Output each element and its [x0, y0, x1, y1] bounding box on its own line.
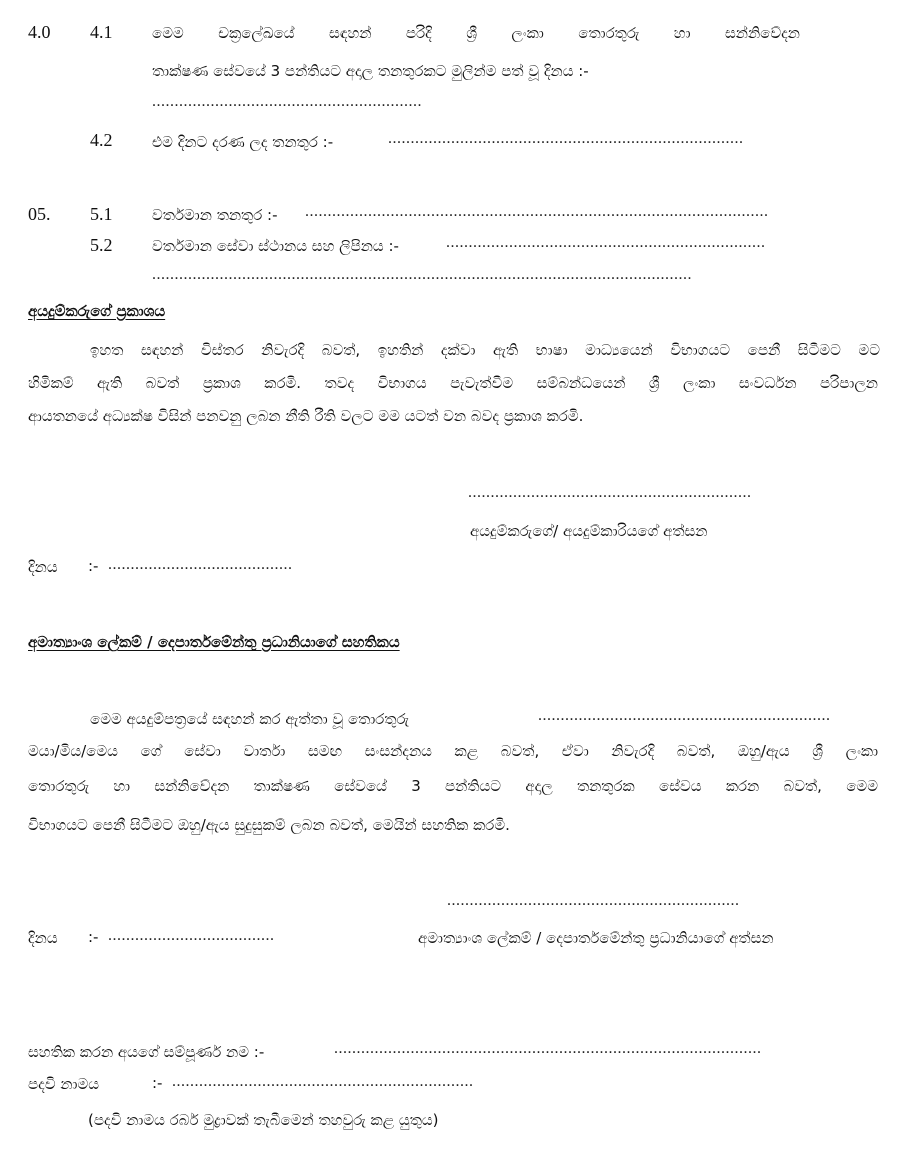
applicant-signature-dots[interactable]: ............................................................... — [468, 484, 752, 501]
declaration-heading: අයදුම්කරුගේ ප්‍රකාශය — [28, 302, 166, 320]
certificate-date-separator: :- — [88, 928, 99, 946]
item-4-2-label: එම දිනට දරණ ලද තනතුර :- — [152, 133, 334, 151]
declaration-line3: ආයතනයේ අධ්‍යක්ෂ විසින් පනවනු ලබන නීති රීති වලට මම යටත් වන බවද ප්‍රකාශ කරමි. — [28, 407, 584, 425]
secretary-signature-dots[interactable]: ................................................................. — [447, 892, 740, 909]
item-4-1-line1: මෙම චක්‍රලේඛයේ සඳහන් පරිදි ශ්‍රී ලංකා තොරතුරු හා සන්නිවේදන — [152, 24, 800, 42]
item-5-1-label: වර්තමාන තනතුර :- — [152, 206, 278, 224]
declaration-line1: ඉහත සඳහන් විස්තර නිවැරදි බවත්, ඉහතින් දක්වා ඇති භාෂා මාධ්‍යයෙන් විභාගයට පෙනී සිටීමට මට — [90, 341, 880, 359]
certifier-title-note: (පදවි නාමය රබර් මුද්‍රාවක් තැබීමෙන් තහවුරු කළ යුතුය) — [88, 1111, 439, 1129]
section-5-number: 05. — [28, 204, 51, 224]
item-5-1-number: 5.1 — [90, 204, 113, 224]
section-4-number: 4.0 — [28, 22, 51, 42]
certifier-title-separator: :- — [152, 1074, 163, 1092]
item-5-1-dots[interactable]: ....................................................................................................... — [305, 203, 769, 220]
item-5-2-label: වර්තමාන සේවා ස්ථානය සහ ලිපිනය :- — [152, 237, 399, 255]
item-4-1-dots[interactable]: ............................................................ — [152, 93, 422, 110]
applicant-date-dots[interactable]: ......................................... — [108, 556, 293, 573]
applicant-signature-label: අයදුම්කරුගේ/ අයදුම්කාරියගේ අත්සන — [470, 522, 708, 540]
item-4-2-dots[interactable]: ............................................................................... — [388, 130, 744, 147]
certificate-line4: විභාගයට පෙනී සිටීමට ඔහු/ඇය සුදුසුකම් ලබන බවත්, මෙයින් සහතික කරමි. — [28, 816, 510, 834]
certificate-heading: අමාත්‍යාංශ ලේකම් / දෙපාර්තමේන්තු ප්‍රධානියාගේ සහතිකය — [28, 633, 400, 651]
item-4-1-line2: තාක්ෂණ සේවයේ 3 පන්තියට අදාල තනතුරකට මුලින්ම පත් වූ දිනය :- — [152, 62, 589, 80]
certifier-title-label: පදවි නාමය — [28, 1075, 100, 1093]
item-4-1-number: 4.1 — [90, 22, 113, 42]
certifier-name-dots[interactable]: ............................................................................................... — [334, 1040, 762, 1057]
certificate-line3: තොරතුරු හා සන්නිවේදන තාක්ෂණ සේවයේ 3 පන්තියට අදාල තනතුරක සේවය කරන බවත්, මෙම — [28, 777, 878, 795]
certifier-name-label: සහතික කරන අයගේ සම්පූර්ණ නම :- — [28, 1043, 265, 1061]
certificate-name-dots[interactable]: ................................................................. — [538, 707, 831, 724]
certificate-date-dots[interactable]: ..................................... — [108, 927, 275, 944]
secretary-signature-label: අමාත්‍යාංශ ලේකම් / දෙපාර්තමේන්තු ප්‍රධානියාගේ අත්සන — [418, 929, 774, 947]
item-5-2-dots[interactable]: ....................................................................... — [446, 234, 766, 251]
item-5-2-dots-line2[interactable]: ........................................................................................................................ — [152, 266, 692, 283]
item-5-2-number: 5.2 — [90, 235, 113, 255]
certificate-date-label: දිනය — [28, 929, 58, 947]
item-4-2-number: 4.2 — [90, 130, 113, 150]
certificate-line2: මයා/මිය/මෙය ගේ සේවා වාර්තා සමඟ සංසන්දනය කළ බවත්, ඒවා නිවැරදි බවත්, ඔහු/ඇය ශ්‍රී ලංකා — [28, 742, 878, 760]
certifier-title-dots[interactable]: ................................................................... — [172, 1073, 474, 1090]
applicant-date-label: දිනය — [28, 558, 58, 576]
declaration-line2: හිමිකම් ඇති බවත් ප්‍රකාශ කරමි. තවද විභාගය පැවැත්වීම සම්බන්ධයෙන් ශ්‍රී ලංකා සංවර්ධන පරිපාලන — [28, 374, 878, 392]
certificate-line1: මෙම අයදුම්පත්‍රයේ සඳහන් කර ඇත්තා වූ තොරතුරු — [90, 710, 410, 728]
applicant-date-separator: :- — [88, 557, 99, 575]
